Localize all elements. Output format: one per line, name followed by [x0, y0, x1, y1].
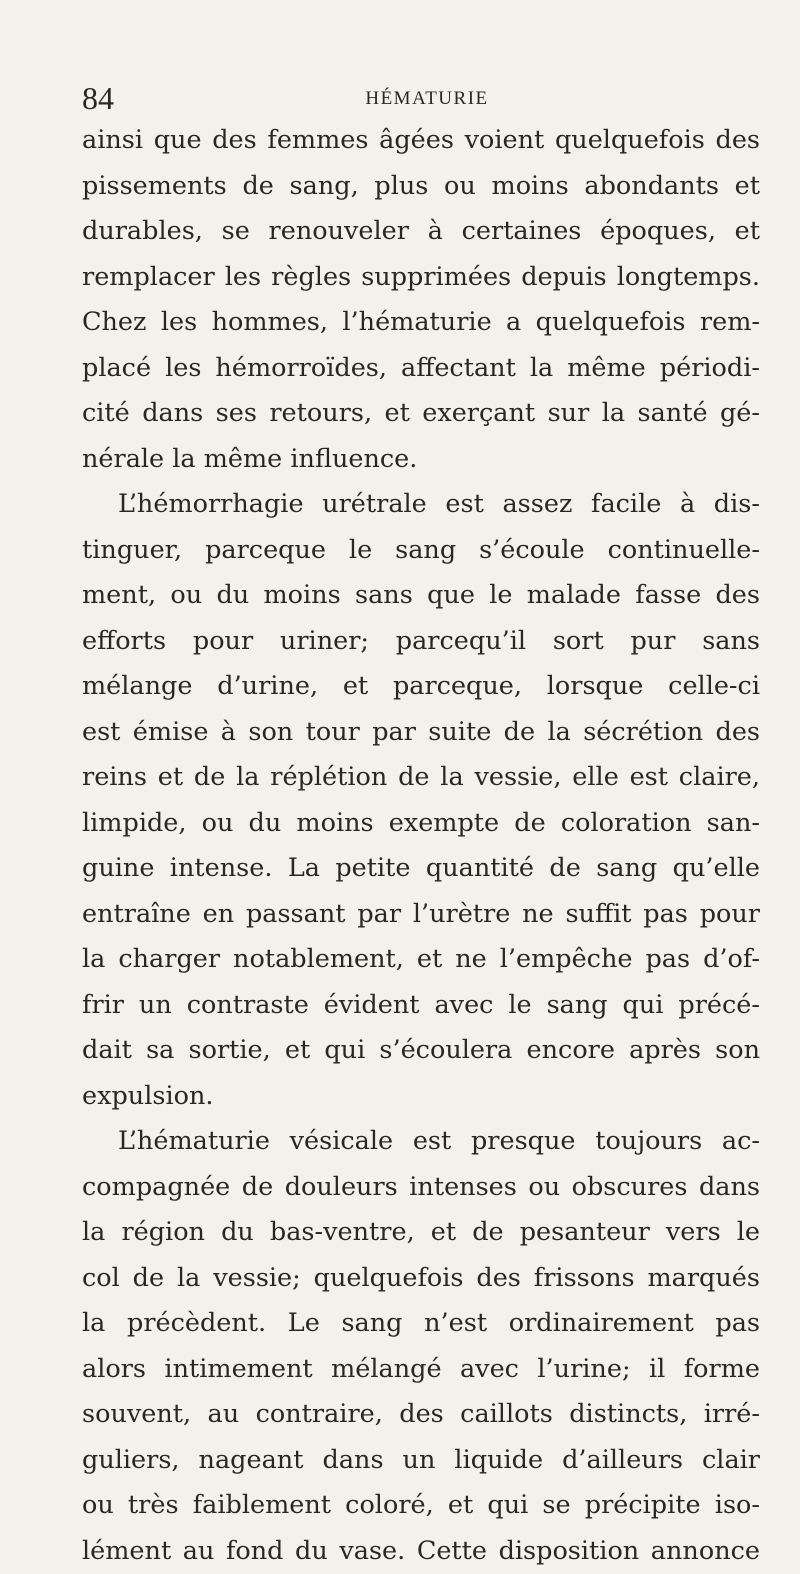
text-line: nérale la même influence.: [82, 437, 760, 483]
text-line: la région du bas-ventre, et de pesanteur vers le: [82, 1210, 760, 1256]
text-line: compagnée de douleurs intenses ou obscures dans: [82, 1165, 760, 1211]
text-line: est émise à son tour par suite de la sécrétion des: [82, 710, 760, 756]
text-line: col de la vessie; quelquefois des frissons marqués: [82, 1256, 760, 1302]
text-line: L’hémorrhagie urétrale est assez facile à dis-: [82, 482, 760, 528]
body-text: [82, 118, 760, 1574]
text-line: L’hématurie vésicale est presque toujours ac-: [82, 1119, 760, 1165]
running-head: [82, 78, 762, 118]
text-line: efforts pour uriner; parcequ’il sort pur sans: [82, 619, 760, 665]
text-line: pissements de sang, plus ou moins abondants et: [82, 164, 760, 210]
text-line: guliers, nageant dans un liquide d’ailleurs clair: [82, 1438, 760, 1484]
text-line: placé les hémorroïdes, affectant la même périodi-: [82, 346, 760, 392]
text-line: expulsion.: [82, 1074, 760, 1120]
text-line: mélange d’urine, et parceque, lorsque celle-ci: [82, 664, 760, 710]
text-line: ainsi que des femmes âgées voient quelquefois des: [82, 118, 760, 164]
text-line: ment, ou du moins sans que le malade fasse des: [82, 573, 760, 619]
text-line: frir un contraste évident avec le sang qui précé-: [82, 983, 760, 1029]
text-line: remplacer les règles supprimées depuis longtemps.: [82, 255, 760, 301]
running-title: HÉMATURIE: [82, 84, 762, 114]
paragraph: [82, 1119, 760, 1574]
text-line: reins et de la réplétion de la vessie, elle est claire,: [82, 755, 760, 801]
paragraph: [82, 118, 760, 482]
text-line: guine intense. La petite quantité de sang qu’elle: [82, 846, 760, 892]
text-line: tinguer, parceque le sang s’écoule continuelle-: [82, 528, 760, 574]
text-line: limpide, ou du moins exempte de coloration san-: [82, 801, 760, 847]
text-line: la précèdent. Le sang n’est ordinairement pas: [82, 1301, 760, 1347]
text-line: entraîne en passant par l’urètre ne suffit pas pour: [82, 892, 760, 938]
text-line: souvent, au contraire, des caillots distincts, irré-: [82, 1392, 760, 1438]
text-line: la charger notablement, et ne l’empêche pas d’of-: [82, 937, 760, 983]
text-line: Chez les hommes, l’hématurie a quelquefois rem-: [82, 300, 760, 346]
text-line: cité dans ses retours, et exerçant sur la santé gé-: [82, 391, 760, 437]
paragraph: [82, 482, 760, 1119]
text-line: lément au fond du vase. Cette disposition annonce: [82, 1529, 760, 1574]
text-line: dait sa sortie, et qui s’écoulera encore après son: [82, 1028, 760, 1074]
page-number: 84: [82, 78, 114, 118]
text-line: ou très faiblement coloré, et qui se précipite iso-: [82, 1483, 760, 1529]
text-line: alors intimement mélangé avec l’urine; il forme: [82, 1347, 760, 1393]
text-line: durables, se renouveler à certaines époques, et: [82, 209, 760, 255]
